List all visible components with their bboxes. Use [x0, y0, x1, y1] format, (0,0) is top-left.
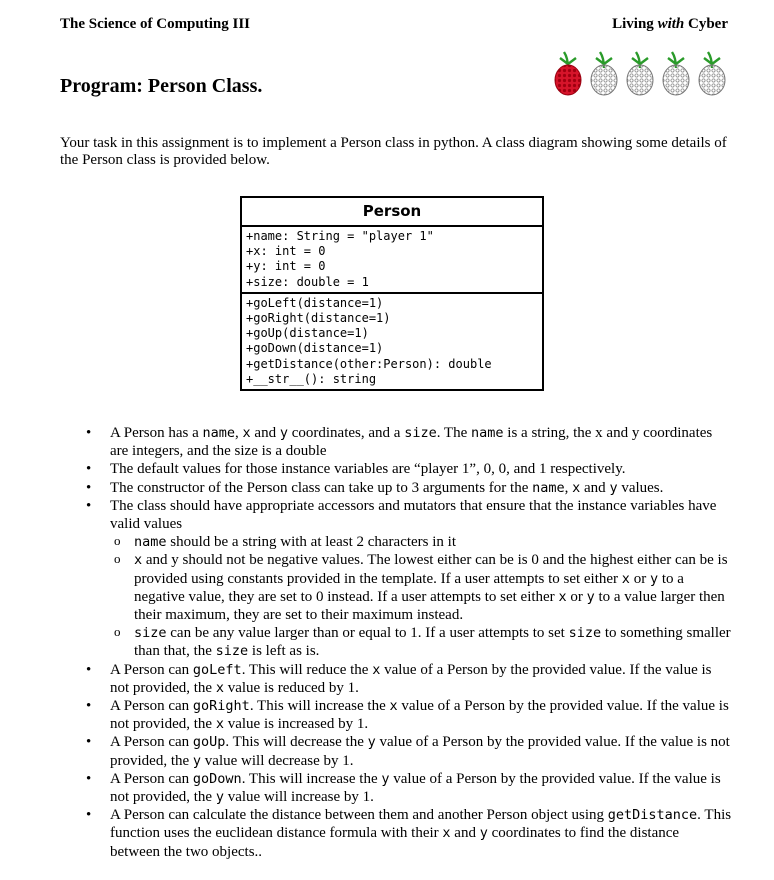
- uml-methods: [242, 292, 542, 389]
- uml-method: +goUp(distance=1): [246, 326, 369, 341]
- raspberry-icon: [591, 52, 617, 95]
- uml-class-name: Person: [242, 198, 542, 227]
- uml-attribute: +size: double = 1: [246, 274, 369, 289]
- uml-method: +__str__(): string: [246, 371, 377, 386]
- list-item: • A Person can goRight. This will increase the x value of a Person by the provided value. If the value is not provided, the x value is increased by 1.: [86, 698, 729, 733]
- uml-class-diagram: [240, 196, 544, 391]
- uml-attribute: +y: int = 0: [246, 259, 326, 274]
- sub-list-item: o x and y should not be negative values. The lowest either can be is 0 and the highest either can be is provided using constants provided in the template. If a user attempts to set either x or y to a negative value, they are set to 0 instead. If a user attempts to set either x or y to a value larger then their maximum, they are set to their maximum instead.: [114, 551, 728, 624]
- raspberry-icon: [699, 52, 725, 95]
- requirements-list: [0, 424, 774, 861]
- uml-method: +goRight(distance=1): [246, 311, 391, 326]
- course-title: The Science of Computing III: [60, 16, 251, 32]
- sub-list-item: o name should be a string with at least 2 characters in it: [114, 533, 457, 551]
- list-item: • A Person has a name, x and y coordinates, and a size. The name is a string, the x and y coordinates are integers, and the size is a double: [86, 425, 713, 460]
- list-item: • The class should have appropriate accessors and mutators that ensure that the instance variables have valid values: [86, 497, 717, 533]
- uml-attributes: [242, 227, 542, 292]
- uml-method: +goDown(distance=1): [246, 341, 384, 356]
- list-item: • A Person can goUp. This will decrease the y value of a Person by the provided value. If the value is not provided, the y value will decrease by 1.: [86, 734, 730, 769]
- list-item: • The default values for those instance variables are “player 1”, 0, 0, and 1 respectively.: [86, 461, 626, 478]
- raspberry-icon: [555, 52, 581, 95]
- difficulty-rating: [552, 48, 728, 98]
- raspberry-icon: [627, 52, 653, 95]
- uml-attribute: +x: int = 0: [246, 244, 326, 259]
- page-title: Program: Person Class.: [60, 75, 263, 97]
- sub-list-item: o size can be any value larger than or equal to 1. If a user attempts to set size to something smaller than that, the size is left as is.: [114, 624, 731, 660]
- list-item: • A Person can goDown. This will increase the y value of a Person by the provided value. If the value is not provided, the y value will increase by 1.: [86, 770, 721, 806]
- list-item: • A Person can goLeft. This will reduce the x value of a Person by the provided value. If the value is not provided, the x value is reduced by 1.: [86, 661, 712, 696]
- uml-method: +goLeft(distance=1): [246, 295, 384, 310]
- list-item: • The constructor of the Person class can take up to 3 arguments for the name, x and y values.: [86, 479, 664, 496]
- raspberry-icon: [663, 52, 689, 95]
- uml-attribute: +name: String = "player 1": [246, 229, 434, 243]
- list-item: • A Person can calculate the distance between them and another Person object using getDistance. This function uses the euclidean distance formula with their x and y coordinates to find the distance between the two objects..: [86, 807, 732, 860]
- intro-paragraph: Your task in this assignment is to implement a Person class in python. A class diagram showing some details of the Person class is provided below.: [60, 135, 727, 168]
- uml-method: +getDistance(other:Person): double: [246, 356, 492, 371]
- series-title: Living with Cyber: [612, 16, 728, 32]
